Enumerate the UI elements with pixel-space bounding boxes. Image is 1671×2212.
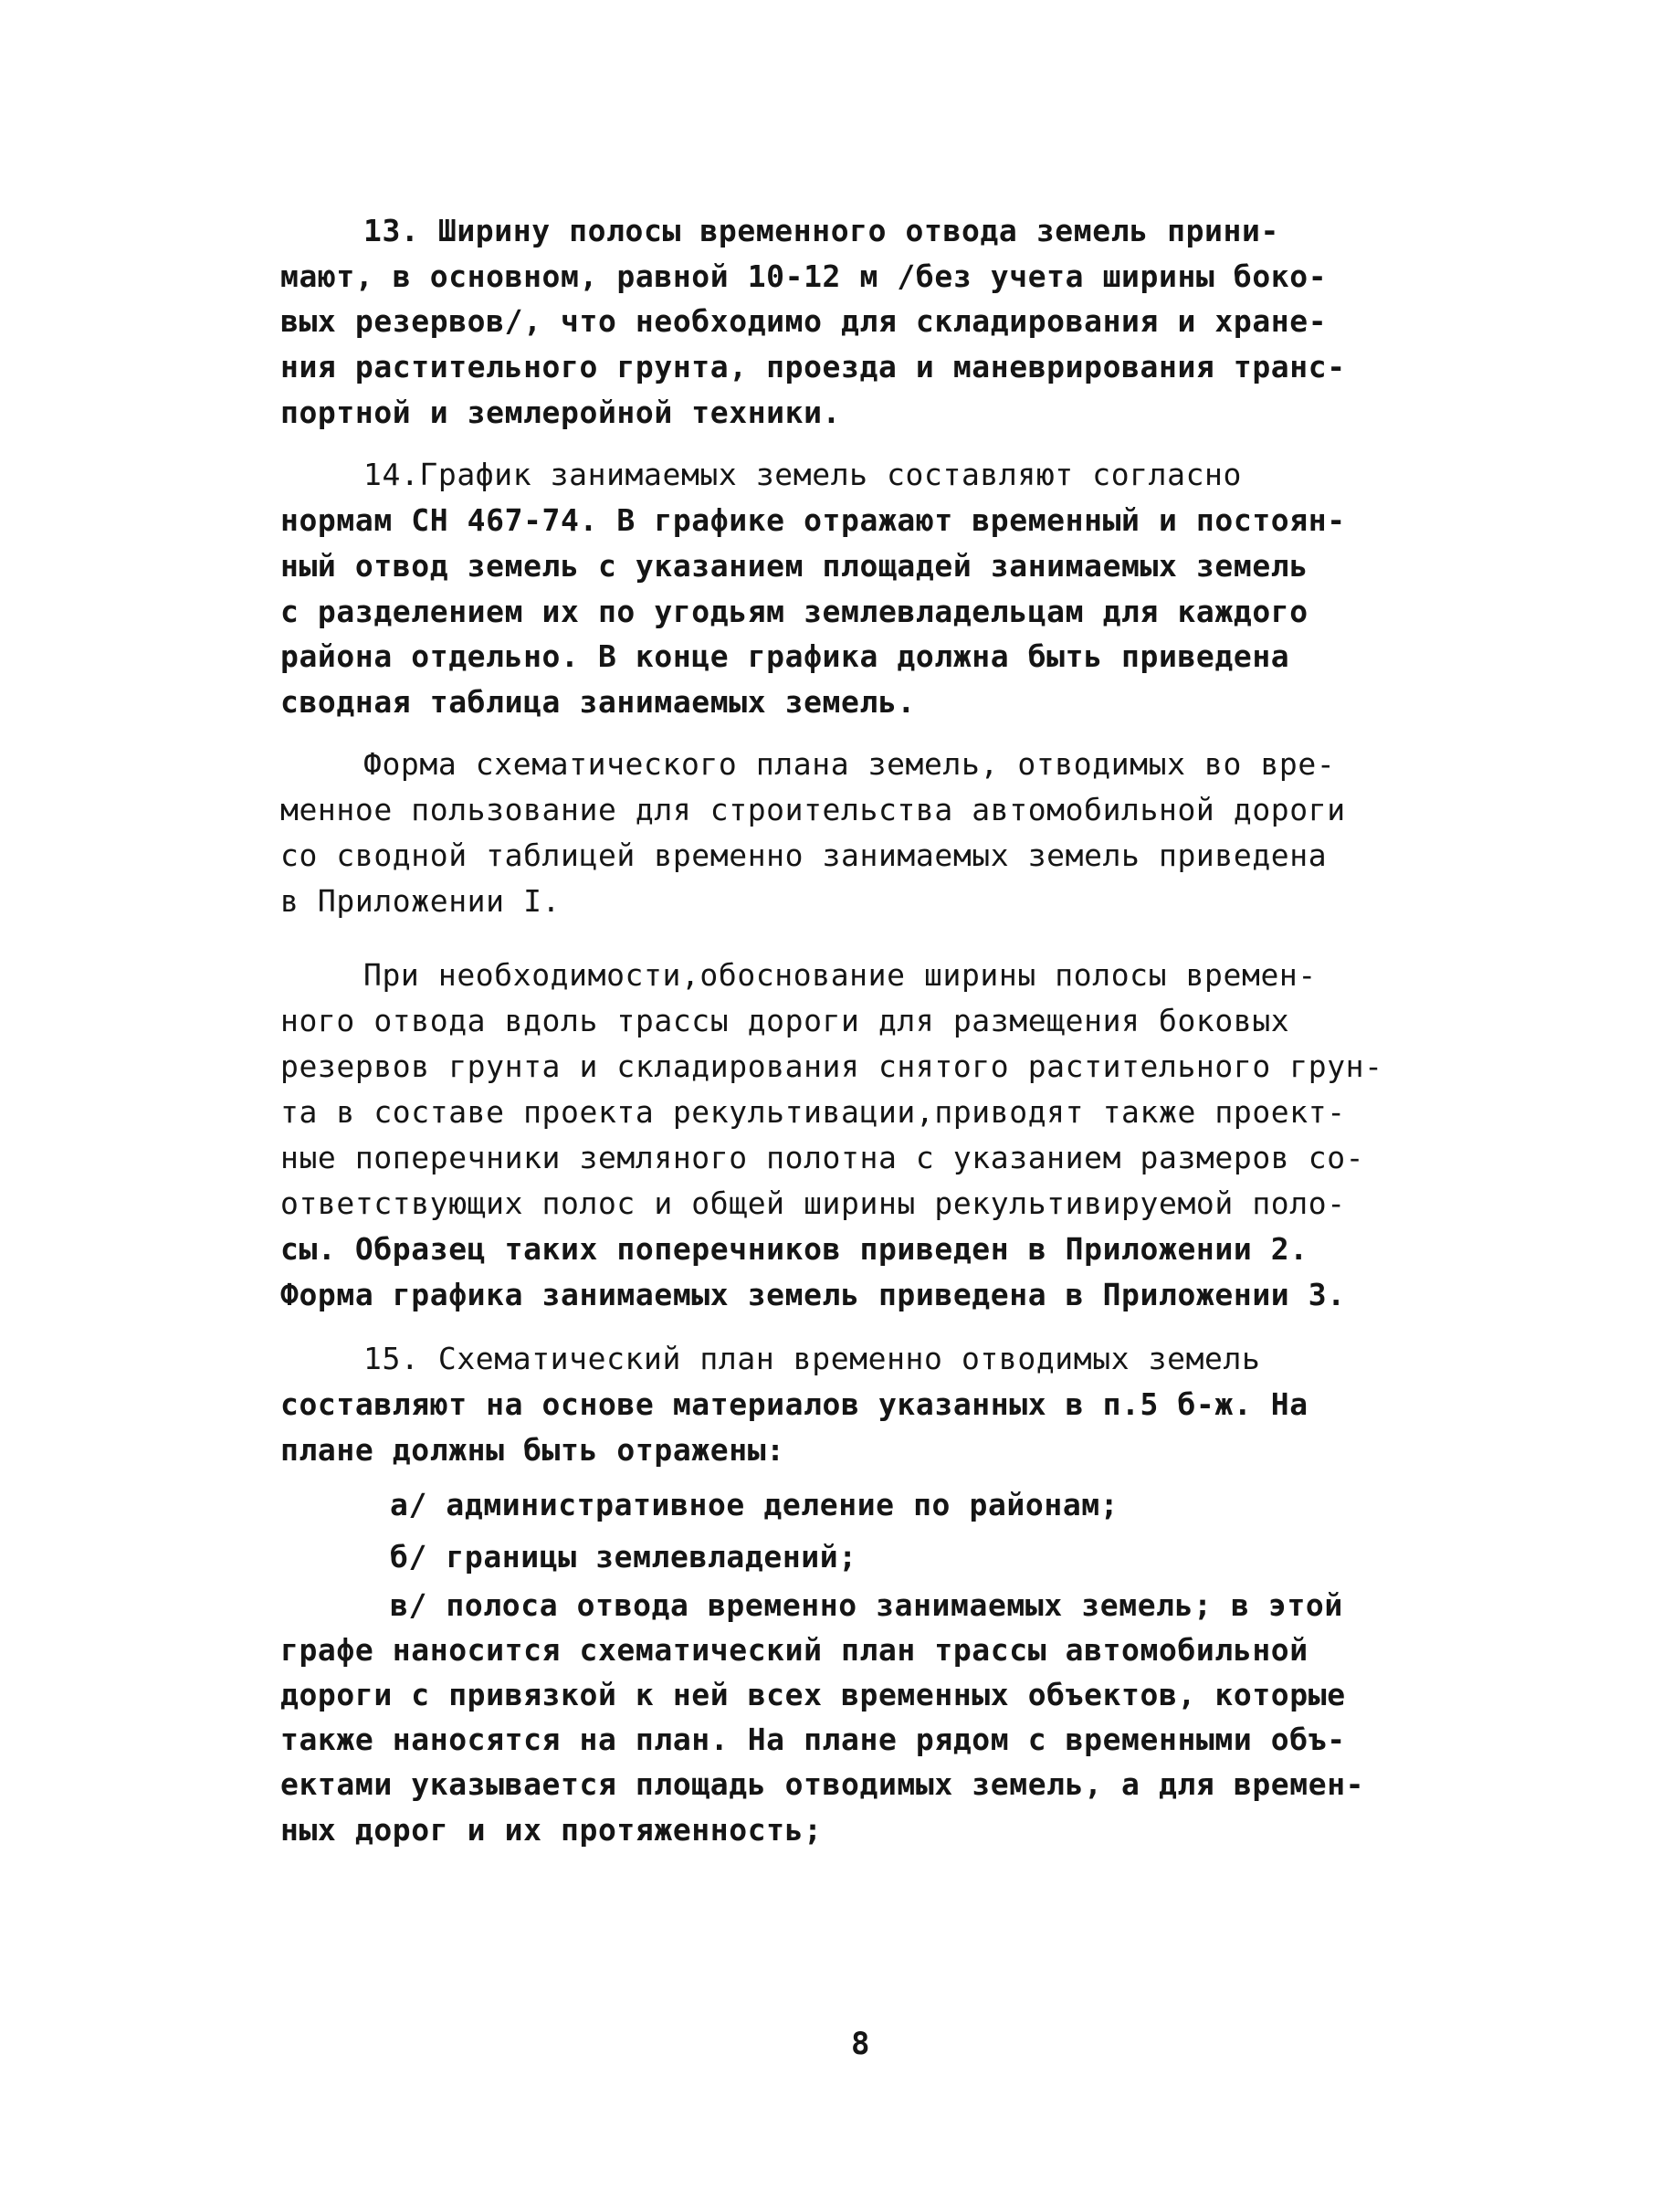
text-line: 15. Схематический план временно отводимых земель bbox=[363, 1341, 1261, 1376]
text-line: ный отвод земель с указанием площадей занимаемых земель bbox=[280, 548, 1308, 584]
text-line: дороги с привязкой к ней всех временных объектов, которые bbox=[280, 1677, 1346, 1712]
text-line: ного отвода вдоль трассы дороги для размещения боковых bbox=[280, 1003, 1290, 1038]
text-line: района отдельно. В конце графика должна быть приведена bbox=[280, 638, 1290, 674]
text-line: менное пользование для строительства автомобильной дороги bbox=[280, 792, 1346, 827]
text-line: При необходимости,обоснование ширины полосы времен- bbox=[363, 957, 1317, 993]
text-line: б/ границы землевладений; bbox=[390, 1539, 857, 1575]
text-line: нормам СН 467-74. В графике отражают временный и постоян- bbox=[280, 502, 1346, 538]
text-line: Форма схематического плана земель, отводимых во вре- bbox=[363, 746, 1336, 782]
text-line: та в составе проекта рекультивации,приводят также проект- bbox=[280, 1094, 1346, 1130]
text-line: а/ административное деление по районам; bbox=[390, 1487, 1119, 1522]
text-line: резервов грунта и складирования снятого растительного грун- bbox=[280, 1048, 1383, 1084]
text-line: в Приложении I. bbox=[280, 883, 562, 919]
text-line: плане должны быть отражены: bbox=[280, 1432, 785, 1468]
text-line: 14.График занимаемых земель составляют согласно bbox=[363, 457, 1242, 492]
text-line: в/ полоса отвода временно занимаемых земель; в этой bbox=[390, 1587, 1343, 1623]
text-line: сводная таблица занимаемых земель. bbox=[280, 684, 916, 720]
text-line: мают, в основном, равной 10-12 м /без учета ширины боко- bbox=[280, 258, 1328, 294]
text-line: графе наносится схематический план трассы автомобильной bbox=[280, 1632, 1308, 1668]
text-line: со сводной таблицей временно занимаемых земель приведена bbox=[280, 837, 1328, 873]
page-number: 8 bbox=[851, 2026, 870, 2062]
text-line: вых резервов/, что необходимо для складирования и хране- bbox=[280, 303, 1328, 339]
text-line: портной и землеройной техники. bbox=[280, 395, 842, 430]
text-line: ответствующих полос и общей ширины рекультивируемой поло- bbox=[280, 1185, 1346, 1221]
text-line: ектами указывается площадь отводимых земель, а для времен- bbox=[280, 1766, 1365, 1802]
text-line: 13. Ширину полосы временного отвода земель прини- bbox=[363, 213, 1279, 248]
text-line: также наносятся на план. На плане рядом с временными объ- bbox=[280, 1722, 1346, 1757]
text-line: сы. Образец таких поперечников приведен в Приложении 2. bbox=[280, 1231, 1308, 1267]
text-line: ные поперечники земляного полотна с указанием размеров со- bbox=[280, 1140, 1365, 1175]
text-line: составляют на основе материалов указанных в п.5 б-ж. На bbox=[280, 1386, 1308, 1422]
text-line: ния растительного грунта, проезда и маневрирования транс- bbox=[280, 349, 1346, 384]
text-line: с разделением их по угодьям землевладельцам для каждого bbox=[280, 594, 1308, 629]
text-line: ных дорог и их протяженность; bbox=[280, 1812, 823, 1848]
text-line: Форма графика занимаемых земель приведена в Приложении 3. bbox=[280, 1277, 1346, 1312]
